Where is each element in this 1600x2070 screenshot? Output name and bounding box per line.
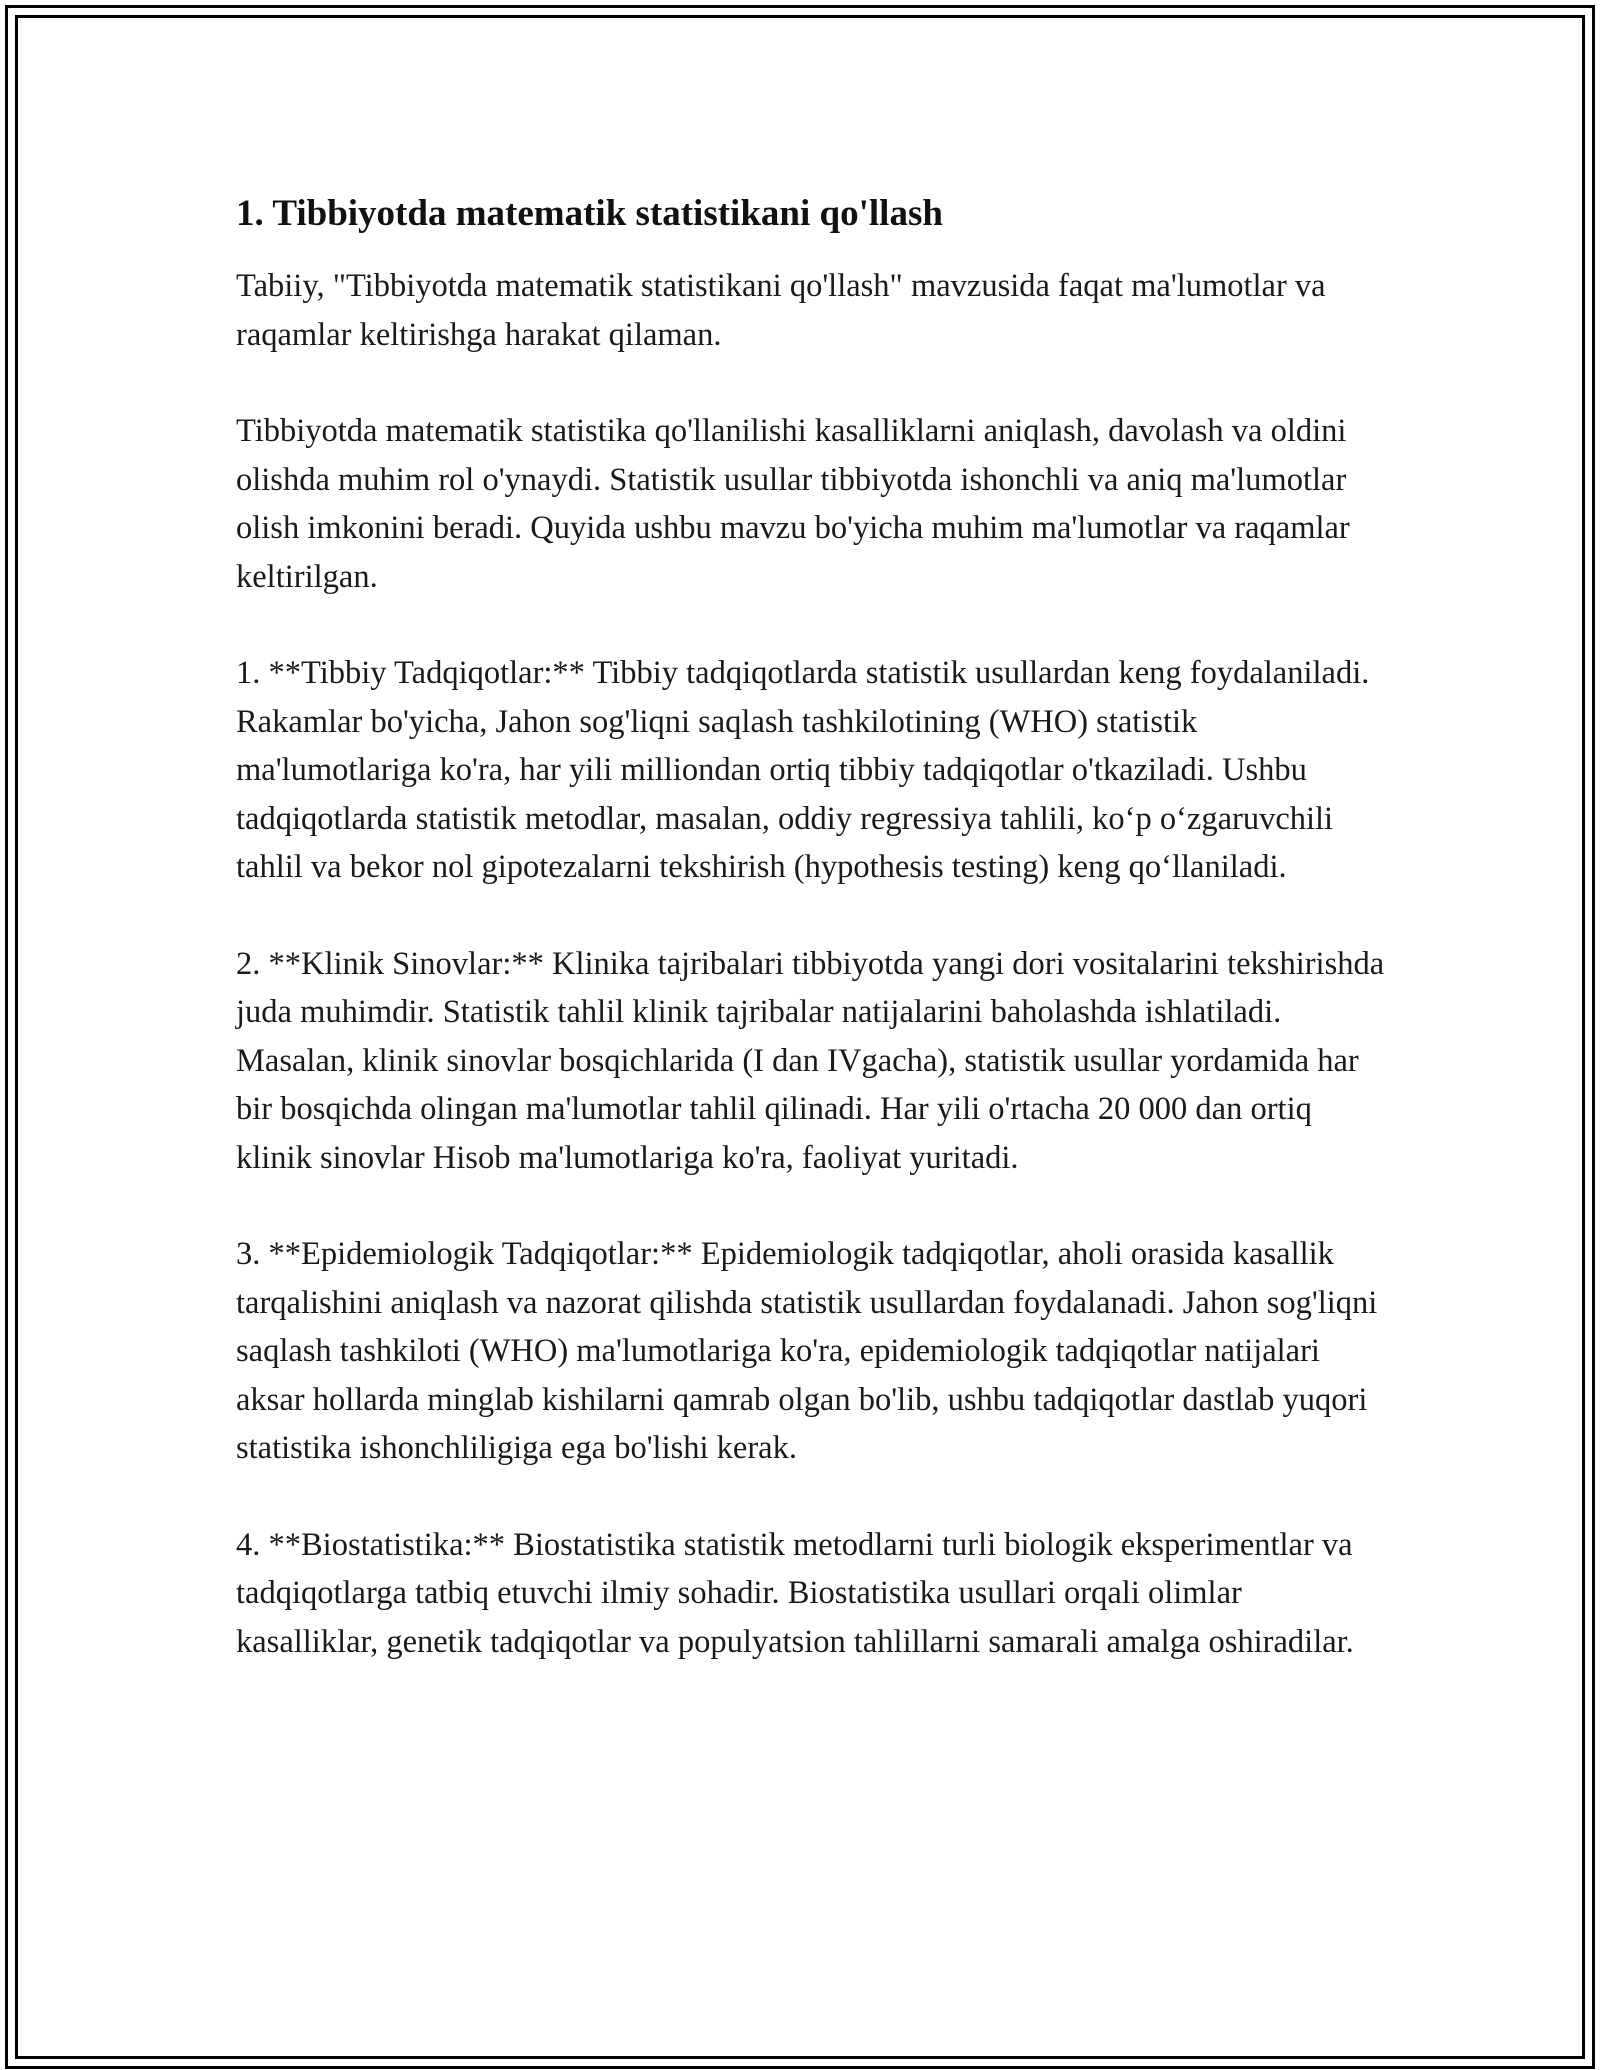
medical-research-paragraph: 1. **Tibbiy Tadqiqotlar:** Tibbiy tadqiqotlarda statistik usullardan keng foydalaniladi. Rakamlar bo'yicha, Jahon sog'liqni saqlash tashkilotining (WHO) statistik ma'lumotlariga ko'ra, har yili milliondan ortiq tibbiy tadqiqotlar o'tkaziladi. Ushbu tadqiqotlarda statistik metodlar, masalan, oddiy regressiya tahlili, ko‘p o‘zgaruvchili tahlil va bekor nol gipotezalarni tekshirish (hypothesis testing) keng qo‘llaniladi. <box>236 655 1370 885</box>
epidemiology-paragraph: 3. **Epidemiologik Tadqiqotlar:** Epidemiologik tadqiqotlar, aholi orasida kasallik tarqalishini aniqlash va nazorat qilishda statistik usullardan foydalanadi. Jahon sog'liqni saqlash tashkiloti (WHO) ma'lumotlariga ko'ra, epidemiologik tadqiqotlar natijalari aksar hollarda minglab kishilarni qamrab olgan bo'lib, ushbu tadqiqotlar dastlab yuqori statistika ishonchliligiga ega bo'lishi kerak. <box>236 1236 1378 1466</box>
clinical-trials-paragraph: 2. **Klinik Sinovlar:** Klinika tajribalari tibbiyotda yangi dori vositalarini tekshirishda juda muhimdir. Statistik tahlil klinik tajribalar natijalarini baholashda ishlatiladi. Masalan, klinik sinovlar bosqichlarida (I dan IVgacha), statistik usullar yordamida har bir bosqichda olingan ma'lumotlar tahlil qilinadi. Har yili o'rtacha 20 000 dan ortiq klinik sinovlar Hisob ma'lumotlariga ko'ra, faoliyat yuritadi. <box>236 945 1385 1176</box>
biostatistics-paragraph: 4. **Biostatistika:** Biostatistika statistik metodlarni turli biologik eksperimentlar va tadqiqotlarga tatbiq etuvchi ilmiy sohadir. Biostatistika usullari orqali olimlar kasalliklar, genetik tadqiqotlar va populyatsion tahlillarni samarali amalga oshiradilar. <box>236 1526 1354 1660</box>
document-title: 1. Tibbiyotda matematik statistikani qo'llash <box>236 193 943 234</box>
overview-paragraph: Tibbiyotda matematik statistika qo'llanilishi kasalliklarni aniqlash, davolash va oldini olishda muhim rol o'ynaydi. Statistik usullar tibbiyotda ishonchli va aniq ma'lumotlar olish imkonini beradi. Quyida ushbu mavzu bo'yicha muhim ma'lumotlar va raqamlar keltirilgan. <box>236 413 1350 595</box>
document-body <box>236 186 1386 1714</box>
intro-paragraph: Tabiiy, "Tibbiyotda matematik statistikani qo'llash" mavzusida faqat ma'lumotlar va raqamlar keltirishga harakat qilaman. <box>236 268 1326 353</box>
